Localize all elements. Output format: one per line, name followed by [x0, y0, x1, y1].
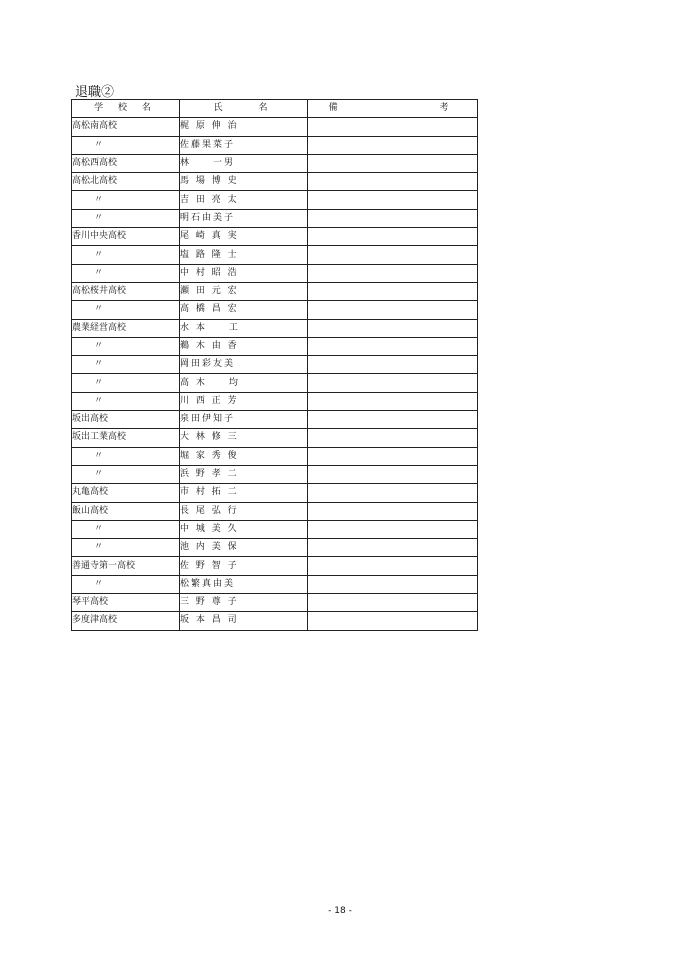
- school-cell: 農業経営高校: [72, 319, 180, 337]
- school-cell: 高松北高校: [72, 173, 180, 191]
- remarks-cell: [308, 264, 478, 282]
- remarks-cell: [308, 246, 478, 264]
- table-row: [72, 612, 478, 630]
- name-cell: 水 本 工: [180, 319, 308, 337]
- name-cell: 大 林 修 三: [180, 429, 308, 447]
- remarks-cell: [308, 520, 478, 538]
- school-cell: 〃: [72, 246, 180, 264]
- name-cell: 林 一男: [180, 154, 308, 172]
- school-cell: 〃: [72, 520, 180, 538]
- remarks-cell: [308, 356, 478, 374]
- remarks-cell: [308, 411, 478, 429]
- table-row: [72, 502, 478, 520]
- school-cell: 飯山高校: [72, 502, 180, 520]
- school-cell: 〃: [72, 447, 180, 465]
- remarks-cell: [308, 594, 478, 612]
- name-cell: 岡田彩友美: [180, 356, 308, 374]
- name-cell: 尾 崎 真 実: [180, 228, 308, 246]
- retirement-table: [71, 99, 478, 631]
- school-cell: 〃: [72, 136, 180, 154]
- school-cell: 〃: [72, 337, 180, 355]
- remarks-cell: [308, 301, 478, 319]
- school-cell: 坂出高校: [72, 411, 180, 429]
- name-cell: 高 橋 昌 宏: [180, 301, 308, 319]
- school-cell: 〃: [72, 392, 180, 410]
- remarks-cell: [308, 575, 478, 593]
- table-row: [72, 301, 478, 319]
- name-cell: 鵜 木 由 香: [180, 337, 308, 355]
- school-cell: 香川中央高校: [72, 228, 180, 246]
- remarks-cell: [308, 191, 478, 209]
- remarks-cell: [308, 154, 478, 172]
- header-school: 学 校 名: [72, 100, 180, 118]
- name-cell: 浜 野 孝 二: [180, 465, 308, 483]
- table-row: [72, 246, 478, 264]
- table-row: [72, 575, 478, 593]
- name-cell: 瀬 田 元 宏: [180, 282, 308, 300]
- name-cell: 堀 家 秀 俊: [180, 447, 308, 465]
- table-row: [72, 191, 478, 209]
- school-cell: 〃: [72, 539, 180, 557]
- table-row: [72, 356, 478, 374]
- table-row: [72, 228, 478, 246]
- name-cell: 中 村 昭 浩: [180, 264, 308, 282]
- name-cell: 中 城 美 久: [180, 520, 308, 538]
- remarks-cell: [308, 484, 478, 502]
- table-row: [72, 173, 478, 191]
- remarks-cell: [308, 374, 478, 392]
- school-cell: 〃: [72, 191, 180, 209]
- table-row: [72, 539, 478, 557]
- table-row: [72, 557, 478, 575]
- remarks-cell: [308, 612, 478, 630]
- page-number: - 18 -: [328, 906, 352, 916]
- table-row: [72, 319, 478, 337]
- remarks-cell: [308, 228, 478, 246]
- school-cell: 丸亀高校: [72, 484, 180, 502]
- table-row: [72, 209, 478, 227]
- name-cell: 佐 野 智 子: [180, 557, 308, 575]
- school-cell: 〃: [72, 356, 180, 374]
- remarks-cell: [308, 465, 478, 483]
- table-row: [72, 484, 478, 502]
- table-row: [72, 392, 478, 410]
- table-row: [72, 520, 478, 538]
- name-cell: 池 内 美 保: [180, 539, 308, 557]
- school-cell: 坂出工業高校: [72, 429, 180, 447]
- remarks-cell: [308, 392, 478, 410]
- table-row: [72, 374, 478, 392]
- table-row: [72, 118, 478, 136]
- school-cell: 〃: [72, 465, 180, 483]
- table-row: [72, 154, 478, 172]
- name-cell: 塩 路 隆 士: [180, 246, 308, 264]
- remarks-cell: [308, 539, 478, 557]
- remarks-cell: [308, 282, 478, 300]
- remarks-cell: [308, 209, 478, 227]
- school-cell: 〃: [72, 264, 180, 282]
- table-header-row: [72, 100, 478, 118]
- header-remarks: 備 考: [308, 100, 478, 118]
- school-cell: 〃: [72, 301, 180, 319]
- name-cell: 川 西 正 芳: [180, 392, 308, 410]
- school-cell: 琴平高校: [72, 594, 180, 612]
- school-cell: 多度津高校: [72, 612, 180, 630]
- remarks-cell: [308, 557, 478, 575]
- name-cell: 長 尾 弘 行: [180, 502, 308, 520]
- page-title: 退職②: [75, 85, 115, 100]
- table-body: [72, 118, 478, 630]
- school-cell: 高松西高校: [72, 154, 180, 172]
- name-cell: 明石由美子: [180, 209, 308, 227]
- name-cell: 馬 場 博 史: [180, 173, 308, 191]
- name-cell: 市 村 拓 二: [180, 484, 308, 502]
- name-cell: 坂 本 昌 司: [180, 612, 308, 630]
- name-cell: 梶 原 伸 治: [180, 118, 308, 136]
- table-row: [72, 264, 478, 282]
- name-cell: 佐藤果菜子: [180, 136, 308, 154]
- remarks-cell: [308, 337, 478, 355]
- school-cell: 〃: [72, 374, 180, 392]
- remarks-cell: [308, 118, 478, 136]
- school-cell: 〃: [72, 575, 180, 593]
- name-cell: 吉 田 亮 太: [180, 191, 308, 209]
- school-cell: 善通寺第一高校: [72, 557, 180, 575]
- remarks-cell: [308, 136, 478, 154]
- school-cell: 高松南高校: [72, 118, 180, 136]
- table-row: [72, 337, 478, 355]
- table-row: [72, 465, 478, 483]
- remarks-cell: [308, 447, 478, 465]
- header-name: 氏 名: [180, 100, 308, 118]
- table-row: [72, 429, 478, 447]
- remarks-cell: [308, 502, 478, 520]
- table-row: [72, 594, 478, 612]
- remarks-cell: [308, 429, 478, 447]
- name-cell: 三 野 尊 子: [180, 594, 308, 612]
- school-cell: 〃: [72, 209, 180, 227]
- school-cell: 高松桜井高校: [72, 282, 180, 300]
- name-cell: 高 木 均: [180, 374, 308, 392]
- table-row: [72, 282, 478, 300]
- table-row: [72, 136, 478, 154]
- table-row: [72, 447, 478, 465]
- name-cell: 松繁真由美: [180, 575, 308, 593]
- name-cell: 泉田伊知子: [180, 411, 308, 429]
- remarks-cell: [308, 173, 478, 191]
- remarks-cell: [308, 319, 478, 337]
- table-row: [72, 411, 478, 429]
